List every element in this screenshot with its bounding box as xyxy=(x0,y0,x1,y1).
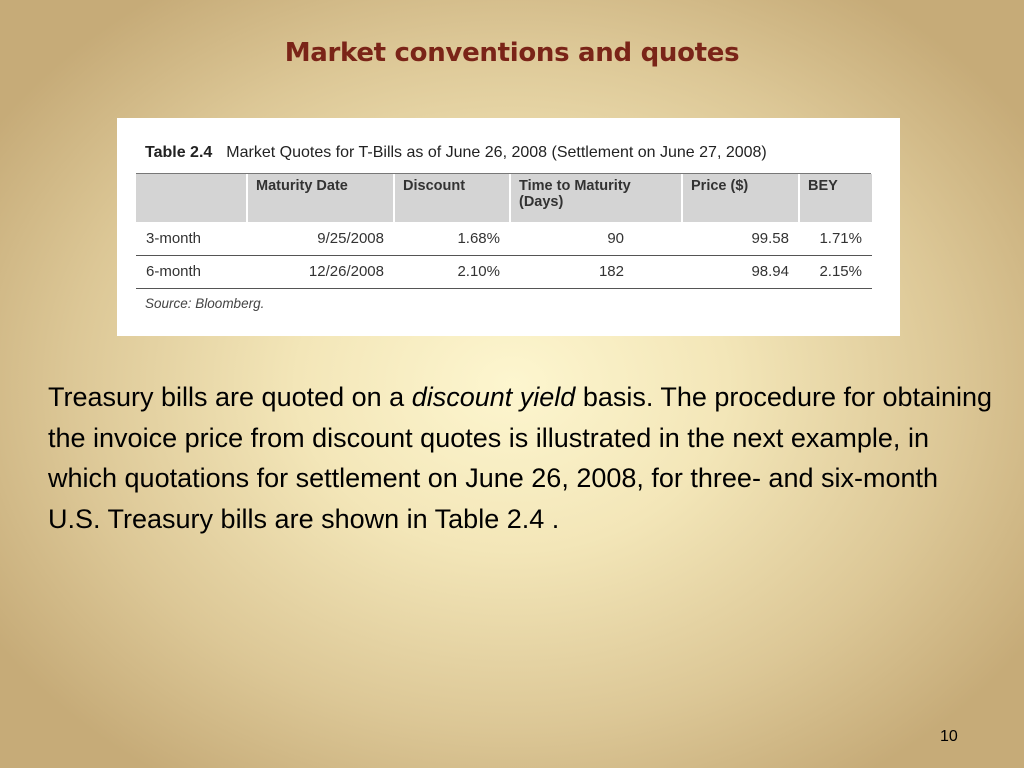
header-cell: Price ($) xyxy=(682,174,799,222)
table-cell: 2.10% xyxy=(394,255,510,288)
page-number: 10 xyxy=(940,728,958,745)
table-image-panel xyxy=(117,118,900,336)
table-caption-text: Market Quotes for T-Bills as of June 26, 2008 (Settlement on June 27, 2008) xyxy=(226,144,767,161)
header-cell: Maturity Date xyxy=(247,174,394,222)
t-bill-quotes-table xyxy=(136,174,872,289)
table-cell: 6-month xyxy=(136,255,247,288)
table-cell: 9/25/2008 xyxy=(247,222,394,255)
table-cell: 1.71% xyxy=(799,222,872,255)
body-text-part2: basis. The procedure for obtaining the invoice price from discount quotes is illustrated in the next example, in which quotations for settlement on June 26, 2008, for three- and six-month U.S. Treasury bills are shown in Table 2.4 . xyxy=(48,382,993,534)
slide-title: Market conventions and quotes xyxy=(284,38,740,68)
header-cell: Discount xyxy=(394,174,510,222)
header-cell xyxy=(136,174,247,222)
table-cell: 99.58 xyxy=(682,222,799,255)
table-source-note xyxy=(145,296,264,311)
header-cell xyxy=(510,174,682,222)
header-line: Time to Maturity xyxy=(519,178,631,194)
table-number: Table 2.4 xyxy=(145,144,213,161)
table-cell: 1.68% xyxy=(394,222,510,255)
table-caption xyxy=(145,144,767,162)
body-text-part1: Treasury bills are quoted on a xyxy=(48,382,412,412)
table-cell: 182 xyxy=(510,255,682,288)
table-cell: 3-month xyxy=(136,222,247,255)
body-text-emphasis: discount yield xyxy=(411,382,576,412)
table-cell: 90 xyxy=(510,222,682,255)
table-header-row xyxy=(136,174,872,222)
source-label: Source: xyxy=(145,296,192,311)
table-row xyxy=(136,222,872,255)
header-line: (Days) xyxy=(519,194,564,210)
table-cell: 12/26/2008 xyxy=(247,255,394,288)
table-row xyxy=(136,255,872,288)
source-value: Bloomberg. xyxy=(195,296,265,311)
body-paragraph xyxy=(48,377,998,539)
table-cell: 98.94 xyxy=(682,255,799,288)
header-cell: BEY xyxy=(799,174,872,222)
table-cell: 2.15% xyxy=(799,255,872,288)
